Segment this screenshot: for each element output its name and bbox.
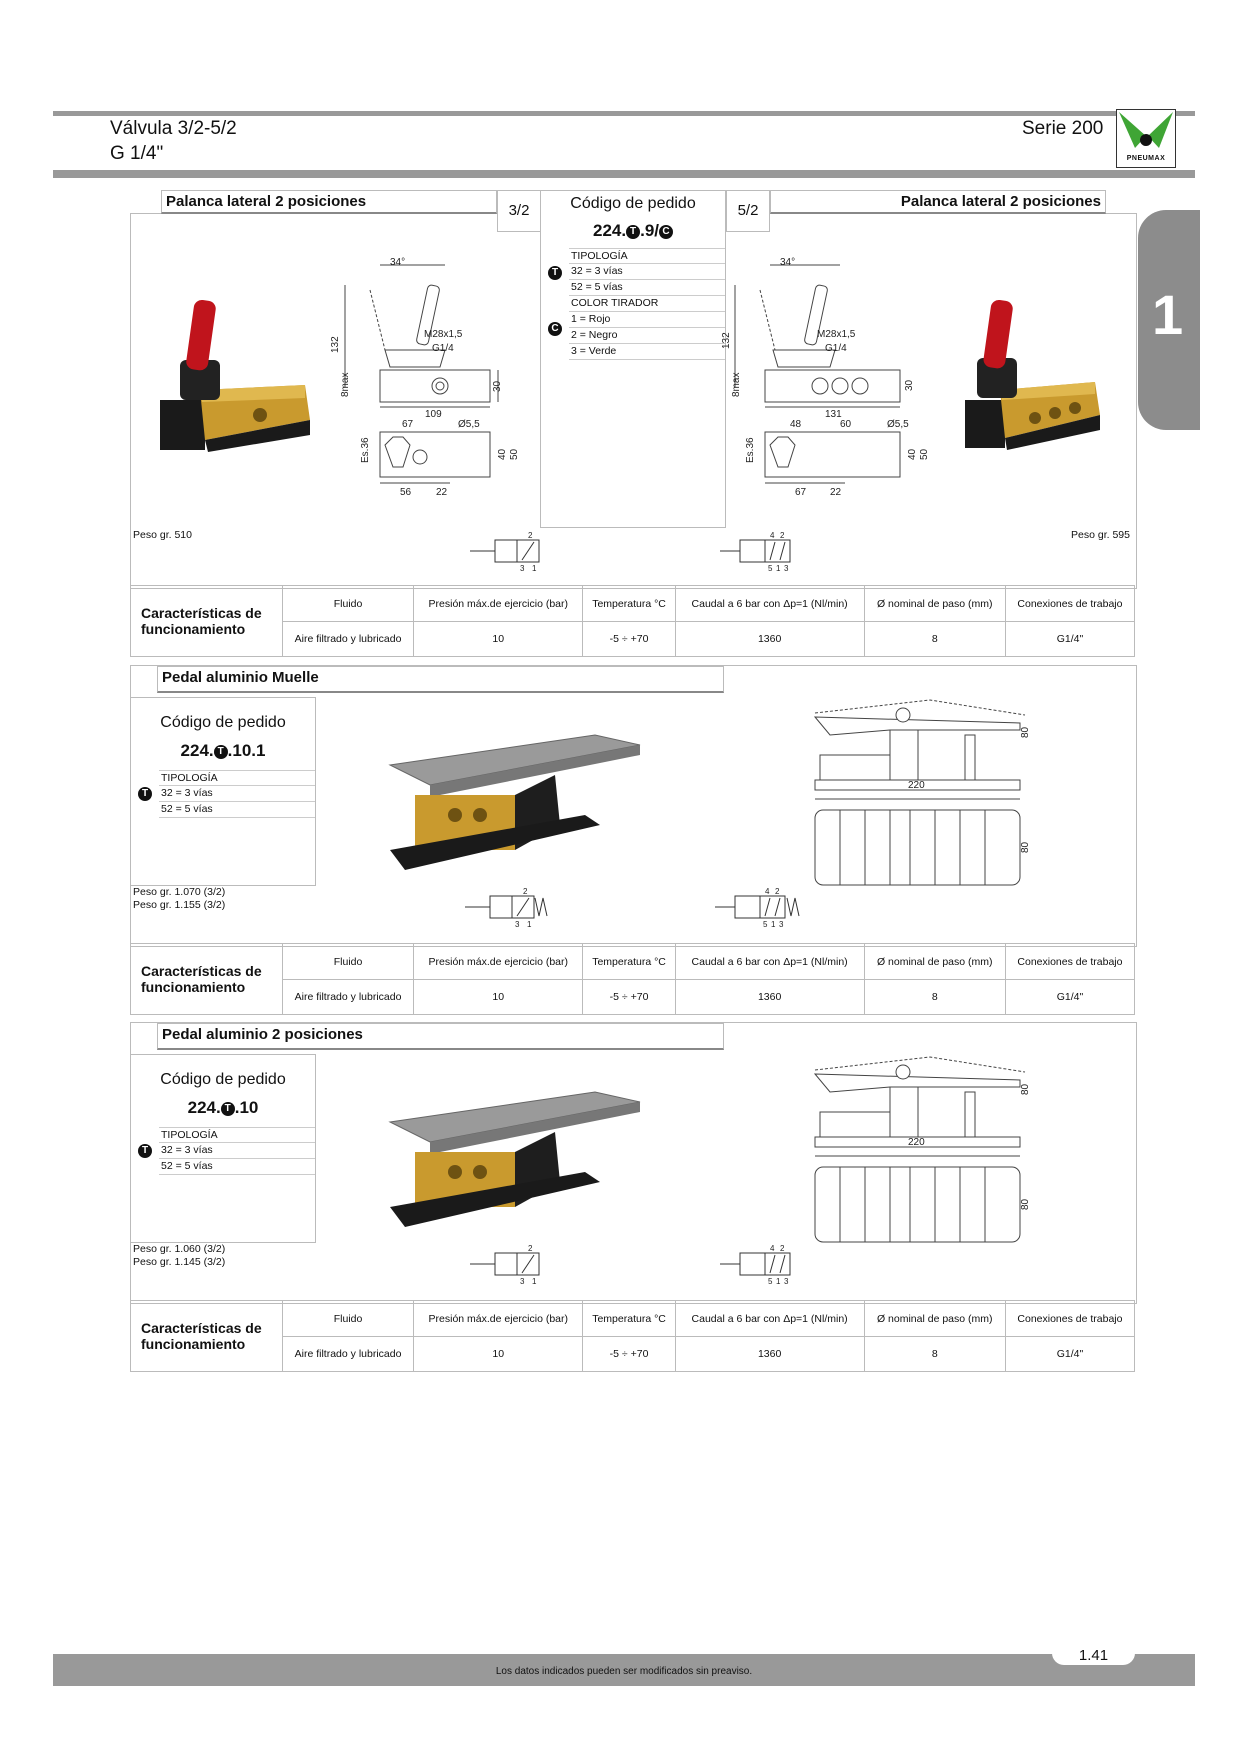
foot-pedal-2pos-photo: [385, 1082, 645, 1232]
code-suffix: .10.1: [227, 741, 266, 760]
dim-h40: 40: [907, 448, 918, 460]
spec-value-fluid: Aire filtrado y lubricado: [283, 622, 414, 657]
specs-row-label: Características de funcionamiento: [131, 1301, 283, 1372]
port-2: 2: [780, 1244, 785, 1253]
dim-hole: Ø5,5: [887, 419, 909, 430]
tipologia-label: TIPOLOGÍA: [159, 1127, 315, 1143]
spec-value-pressure: 10: [414, 622, 583, 657]
section2-order-code: [130, 697, 316, 886]
port-3: 3: [784, 1277, 789, 1286]
t-badge-icon: T: [138, 1144, 152, 1158]
dim-port: G1/4: [432, 343, 454, 354]
dim-angle: 34°: [780, 257, 796, 268]
tipologia-option-2: 52 = 5 vías: [569, 280, 725, 296]
dim-w48: 48: [790, 419, 802, 430]
dim-hex: Es.36: [745, 437, 756, 463]
dim-h30: 30: [492, 380, 503, 392]
spec-header-pressure: Presión máx.de ejercicio (bar): [414, 586, 583, 622]
tipologia-option-1: 32 = 3 vías: [569, 264, 725, 280]
port-2: 2: [523, 887, 528, 896]
chapter-number: 1: [1152, 283, 1184, 346]
code-suffix: .10: [234, 1098, 259, 1117]
dim-h50: 50: [919, 448, 930, 460]
variant-tag-5-2: 5/2: [726, 190, 770, 232]
tipologia-label: TIPOLOGÍA: [159, 770, 315, 786]
dim-hex: Es.36: [360, 437, 371, 463]
spec-value-pressure: 10: [414, 980, 583, 1015]
dim-width: 220: [908, 1137, 925, 1148]
spec-header-diameter: Ø nominal de paso (mm): [864, 586, 1005, 622]
spec-header-connections: Conexiones de trabajo: [1005, 586, 1134, 622]
drawing-5-2-dimensions: [721, 255, 935, 505]
code-prefix: 224.: [593, 221, 627, 240]
dim-max: 8max: [340, 372, 351, 397]
port-4: 4: [765, 887, 770, 896]
port-3: 3: [520, 1277, 525, 1286]
header-top-rule: [53, 111, 1195, 116]
code-prefix: 224.: [187, 1098, 221, 1117]
spec-value-flow: 1360: [675, 1337, 864, 1372]
port-1: 1: [527, 920, 532, 929]
brand-name: PNEUMAX: [1126, 155, 1166, 162]
port-5: 5: [763, 920, 768, 929]
spec-header-temperature: Temperatura °C: [583, 944, 675, 980]
dim-height: 132: [330, 336, 341, 353]
section3-weight-2: Peso gr. 1.145 (3/2): [133, 1256, 226, 1268]
section2-weight-1: Peso gr. 1.070 (3/2): [133, 886, 226, 898]
port-1: 1: [771, 920, 776, 929]
spec-header-temperature: Temperatura °C: [583, 586, 675, 622]
t-badge-icon: T: [214, 745, 228, 759]
section1-weight-right: Peso gr. 595: [1071, 529, 1130, 541]
variant-tag-3-2: 3/2: [497, 190, 541, 232]
page-footer: [53, 1654, 1195, 1686]
t-badge-icon: T: [626, 225, 640, 239]
code-prefix: 224.: [180, 741, 214, 760]
section1-title-right: Palanca lateral 2 posiciones: [770, 190, 1106, 214]
dim-height: 80: [1020, 1083, 1031, 1095]
drawing-3-2-dimensions: [330, 255, 520, 505]
port-3: 3: [520, 564, 525, 573]
dim-max: 8max: [731, 372, 742, 397]
section1-specs-table: [130, 585, 1135, 657]
page-number: 1.41: [1052, 1647, 1135, 1665]
order-code-label: Código de pedido: [160, 714, 286, 731]
port-4: 4: [770, 531, 775, 540]
foot-pedal-spring-photo: [385, 725, 645, 875]
order-code-label: Código de pedido: [160, 1071, 286, 1088]
spec-header-flow: Caudal a 6 bar con Δp=1 (Nl/min): [675, 586, 864, 622]
color-option-3: 3 = Verde: [569, 344, 725, 360]
dim-thread: M28x1,5: [424, 329, 463, 340]
lever-valve-5-2-photo: [955, 290, 1105, 470]
section3-weight-1: Peso gr. 1.060 (3/2): [133, 1243, 226, 1255]
port-3: 3: [779, 920, 784, 929]
dim-thread: M28x1,5: [817, 329, 856, 340]
t-badge-icon: T: [221, 1102, 235, 1116]
spec-value-flow: 1360: [675, 622, 864, 657]
dim-w131: 131: [825, 409, 842, 420]
dim-w67: 67: [795, 487, 807, 498]
section3-specs-table: [130, 1300, 1135, 1372]
dim-height: 132: [721, 332, 732, 349]
spec-header-flow: Caudal a 6 bar con Δp=1 (Nl/min): [675, 1301, 864, 1337]
spec-value-connections: G1/4": [1005, 1337, 1134, 1372]
specs-row-label: Características de funcionamiento: [131, 586, 283, 657]
dim-hole: Ø5,5: [458, 419, 480, 430]
color-label: COLOR TIRADOR: [569, 296, 725, 312]
spec-header-connections: Conexiones de trabajo: [1005, 1301, 1134, 1337]
t-badge-icon: T: [548, 266, 562, 280]
spec-value-fluid: Aire filtrado y lubricado: [283, 980, 414, 1015]
tipologia-option-2: 52 = 5 vías: [159, 802, 315, 818]
spec-value-connections: G1/4": [1005, 622, 1134, 657]
spec-header-pressure: Presión máx.de ejercicio (bar): [414, 944, 583, 980]
section2-title: Pedal aluminio Muelle: [157, 666, 724, 693]
header-bottom-rule: [53, 170, 1195, 178]
spec-header-temperature: Temperatura °C: [583, 1301, 675, 1337]
port-1: 1: [532, 564, 537, 573]
port-3: 3: [515, 920, 520, 929]
tipologia-option-1: 32 = 3 vías: [159, 786, 315, 802]
pneumatic-symbol-5-2-detent: [720, 1245, 795, 1285]
foot-pedal-2pos-drawing: [810, 1052, 1040, 1252]
spec-header-fluid: Fluido: [283, 944, 414, 980]
spec-header-flow: Caudal a 6 bar con Δp=1 (Nl/min): [675, 944, 864, 980]
spec-header-connections: Conexiones de trabajo: [1005, 944, 1134, 980]
dim-h30: 30: [904, 379, 915, 391]
dim-w22: 22: [830, 487, 842, 498]
port-2: 2: [775, 887, 780, 896]
spec-header-pressure: Presión máx.de ejercicio (bar): [414, 1301, 583, 1337]
order-code-value: [131, 741, 315, 761]
section3-order-code: [130, 1054, 316, 1243]
specs-row-label: Características de funcionamiento: [131, 944, 283, 1015]
spec-value-connections: G1/4": [1005, 980, 1134, 1015]
dim-depth: 80: [1020, 841, 1031, 853]
color-option-2: 2 = Negro: [569, 328, 725, 344]
pneumatic-symbol-3-2-spring: [465, 888, 560, 928]
c-badge-icon: C: [659, 225, 673, 239]
t-badge-icon: T: [138, 787, 152, 801]
c-badge-icon: C: [548, 322, 562, 336]
dim-w60: 60: [840, 419, 852, 430]
page-title-line1: Válvula 3/2-5/2: [110, 118, 237, 139]
port-1: 1: [776, 564, 781, 573]
port-3: 3: [784, 564, 789, 573]
spec-header-diameter: Ø nominal de paso (mm): [864, 944, 1005, 980]
order-code-value: [541, 221, 725, 241]
foot-pedal-spring-drawing: [810, 695, 1040, 895]
dim-h40: 40: [497, 448, 508, 460]
port-1: 1: [776, 1277, 781, 1286]
spec-value-temperature: -5 ÷ +70: [583, 622, 675, 657]
chapter-tab[interactable]: [1138, 210, 1200, 430]
spec-header-fluid: Fluido: [283, 1301, 414, 1337]
pneumatic-symbol-3-2: [470, 532, 545, 572]
port-1: 1: [532, 1277, 537, 1286]
spec-header-diameter: Ø nominal de paso (mm): [864, 1301, 1005, 1337]
section1-order-code: [540, 190, 726, 528]
footer-disclaimer: Los datos indicados pueden ser modificados sin preaviso.: [495, 1666, 753, 1677]
page-title-line2: G 1/4": [110, 143, 164, 164]
pneumatic-symbol-5-2-spring: [715, 888, 810, 928]
dim-height: 80: [1020, 726, 1031, 738]
dim-depth: 80: [1020, 1198, 1031, 1210]
pneumatic-symbol-3-2-detent: [470, 1245, 545, 1285]
section3-title: Pedal aluminio 2 posiciones: [157, 1023, 724, 1050]
port-4: 4: [770, 1244, 775, 1253]
spec-value-flow: 1360: [675, 980, 864, 1015]
spec-value-diameter: 8: [864, 980, 1005, 1015]
port-2: 2: [528, 1244, 533, 1253]
dim-w56: 56: [400, 487, 412, 498]
dim-width: 220: [908, 780, 925, 791]
code-mid: .9/: [640, 221, 659, 240]
spec-value-temperature: -5 ÷ +70: [583, 980, 675, 1015]
spec-value-pressure: 10: [414, 1337, 583, 1372]
spec-value-fluid: Aire filtrado y lubricado: [283, 1337, 414, 1372]
dim-w22: 22: [436, 487, 448, 498]
spec-value-diameter: 8: [864, 1337, 1005, 1372]
color-option-1: 1 = Rojo: [569, 312, 725, 328]
port-5: 5: [768, 564, 773, 573]
section2-weight-2: Peso gr. 1.155 (3/2): [133, 899, 226, 911]
dim-h50: 50: [509, 448, 520, 460]
tipologia-option-2: 52 = 5 vías: [159, 1159, 315, 1175]
order-code-label: Código de pedido: [570, 195, 696, 212]
dim-w67: 67: [402, 419, 414, 430]
series-label: Serie 200: [1022, 118, 1104, 139]
order-code-value: [131, 1098, 315, 1118]
tipologia-label: TIPOLOGÍA: [569, 248, 725, 264]
spec-header-fluid: Fluido: [283, 586, 414, 622]
port-5: 5: [768, 1277, 773, 1286]
port-2: 2: [528, 531, 533, 540]
section1-title-left: Palanca lateral 2 posiciones: [161, 190, 497, 214]
section2-specs-table: [130, 943, 1135, 1015]
brand-logo: [1116, 109, 1176, 168]
dim-port: G1/4: [825, 343, 847, 354]
dim-w109: 109: [425, 409, 442, 420]
port-2: 2: [780, 531, 785, 540]
spec-value-temperature: -5 ÷ +70: [583, 1337, 675, 1372]
tipologia-option-1: 32 = 3 vías: [159, 1143, 315, 1159]
spec-value-diameter: 8: [864, 622, 1005, 657]
pneumatic-symbol-5-2: [720, 532, 795, 572]
dim-angle: 34°: [390, 257, 406, 268]
lever-valve-3-2-photo: [160, 290, 310, 470]
section1-weight-left: Peso gr. 510: [133, 529, 192, 541]
